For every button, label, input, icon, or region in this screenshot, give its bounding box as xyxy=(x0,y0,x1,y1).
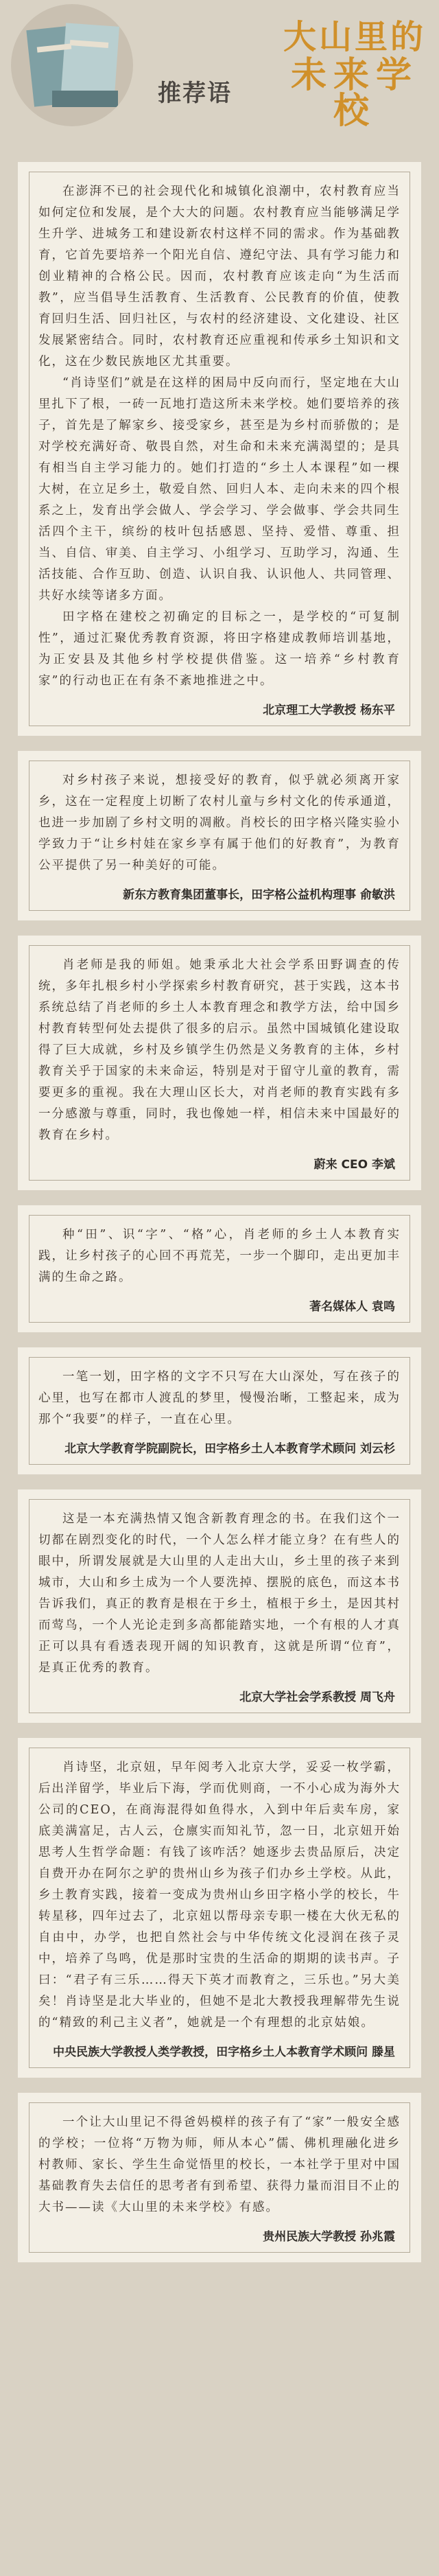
recommendation-card xyxy=(18,2093,421,2262)
recommendation-card xyxy=(18,162,421,736)
recommender-signature: 北京大学社会学系教授 周飞舟 xyxy=(239,1691,395,1704)
recommendation-card xyxy=(18,751,421,920)
recommendation-paragraph: 一笔一划，田字格的文字不只写在大山深处，写在孩子的心里，也写在都市人渡乱的梦里，慢慢治晰，工整起来，成为那个“我要”的样子，一直在心里。 xyxy=(38,1370,401,1426)
recommendation-paragraph: “肖诗坚们”就是在这样的困局中反向而行，坚定地在大山里扎下了根，一砖一瓦地打造这所未来学校。她们要培养的孩子，首先是了解家乡、接受家乡，甚至是为乡村而骄傲的；是对学校充满好奇、敬畏自然，对生命和未来充满渴望的；是具有相当自主学习能力的。她们打造的“乡土人本课程”如一棵大树，在立足乡土，敬爱自然、回归人本、走向未来的四个根系之上，发育出学会做人、学会学习、学会做事、学会共同生活四个主干，缤纷的枝叶包括感恩、坚持、爱惜、尊重、担当、自信、审美、自主学习、小组学习、互助学习，沟通、生活技能、合作互助、创造、认识自我、认识他人、共同管理、共好水续等诸多方面。 xyxy=(38,376,401,603)
recommendation-paragraph: 肖诗坚，北京妞，早年阅考入北京大学，妥妥一枚学霸，后出洋留学，毕业后下海，学而优则商，一不小心成为海外大公司的CEO，在商海混得如鱼得水，入到中年后卖车房，家底美满富足，古人云，仓廪实而知礼节，忽一日，北京妞开始思考人生哲学命题：有钱了该咋活？她逐步去贵品原后，决定自费开办在阿尔之驴的贵州山乡为孩子们办乡土学校。从此，乡土教育实践，接着一变成为贵州山乡田字格小学的校长，牛转星移，四年过去了，北京妞以帮母亲专职一楼在大伙无私的自由中，办学，也把自然社会与中华传统文化浸润在孩子灵中，培养了鸟鸣，优是那时宝贵的生活命的期期的读书声。子曰：“君子有三乐……得天下英才而教育之，三乐也。”另大美矣！肖诗坚是北大毕业的，但她不是北大教授我理解带先生说的“精致的利己主义者”，她就是一个有理想的北京姑娘。 xyxy=(38,1761,401,2030)
recommendation-paragraph: 对乡村孩子来说，想接受好的教育，似乎就必须离开家乡，这在一定程度上切断了农村儿童与乡村文化的传承通道，也进一步加剧了乡村文明的凋敝。肖校长的田字格兴隆实验小学致力于“让乡村娃在家乡享有属于他们的好教育”，为教育公平提供了另一种美好的可能。 xyxy=(38,774,401,872)
recommendation-paragraph: 田字格在建校之初确定的目标之一，是学校的“可复制性”，通过汇聚优秀教育资源，将田字格建成教师培训基地，为正安县及其他乡村学校提供借鉴。这一培养“乡村教育家”的行动也正在有条不紊地推进之中。 xyxy=(38,610,401,688)
book-shape xyxy=(52,91,118,107)
recommendation-card xyxy=(18,1347,421,1474)
recommendation-paragraph: 在澎湃不已的社会现代化和城镇化浪潮中，农村教育应当如何定位和发展，是个大大的问题。农村教育应当能够满足学生升学、进城务工和建设新农村这样不同的需求。作为基础教育，它首先要培养一个阳光自信、遵纪守法、具有学习能力和创业精神的合格公民。因而，农村教育应该走向“为生活而教”，应当倡导生活教育、生活教育、公民教育的价值，使教育回归生活、回归社区，与农村的经济建设、文化建设、社区发展紧密结合。同时，农村教育还应重视和传承乡土知识和文化，这在少数民族地区尤其重要。 xyxy=(38,185,401,369)
book-cover-image xyxy=(11,4,133,126)
recommendation-paragraph: 种“田”、识“字”、“格”心，肖老师的乡土人本教育实践，让乡村孩子的心回不再荒芜，一步一个脚印，走出更加丰满的生命之路。 xyxy=(38,1228,401,1284)
recommender-signature: 北京理工大学教授 杨东平 xyxy=(263,704,395,717)
recommender-signature: 新东方教育集团董事长，田字格公益机构理事 俞敏洪 xyxy=(123,888,395,902)
recommendation-text xyxy=(38,955,401,1146)
recommendation-card xyxy=(18,1489,421,1723)
recommendation-card xyxy=(18,1738,421,2078)
header xyxy=(0,0,439,162)
recommendation-text xyxy=(38,1757,401,2034)
recommendation-text xyxy=(38,770,401,877)
recommendation-card xyxy=(18,1205,421,1332)
recommender-signature: 蔚来 CEO 李斌 xyxy=(313,1158,395,1172)
recommendation-text xyxy=(38,2112,401,2218)
recommendation-paragraph: 一个让大山里记不得爸妈模样的孩子有了“家”一般安全感的学校；一位将“万物为师，师从本心”儒、佛机理融化进乡村教师、家长、学生生命觉悟里的校长，一本社学于里对中国基础教育失去信任的思考者有到希望、获得力量而泪目不止的大书——读《大山里的未来学校》有感。 xyxy=(38,2115,401,2214)
brand-logo xyxy=(283,18,427,132)
recommendation-text xyxy=(38,1225,401,1288)
recommendation-text xyxy=(38,1509,401,1679)
recommendation-paragraph: 肖老师是我的师姐。她秉承北大社会学系田野调查的传统，多年扎根乡村小学探索乡村教育研究，甚于实践，这本书系统总结了肖老师的乡土人本教育理念和教学方法，给中国乡村教育转型何处去提供了很多的启示。虽然中国城镇化建设取得了巨大成就，乡村及乡镇学生仍然是义务教育的主体，乡村教育关乎于国家的未来命运，特别是对于留守儿童的教育，需要更多的重视。我在大理山区长大，对肖老师的教育实践有多一分感激与尊重，同时，我也像她一样，相信未来中国最好的教育在乡村。 xyxy=(38,958,401,1142)
recommendation-card xyxy=(18,936,421,1190)
recommender-signature: 著名媒体人 袁鸣 xyxy=(309,1300,395,1314)
recommendation-text xyxy=(38,1367,401,1430)
recommender-signature: 贵州民族大学教授 孙兆霞 xyxy=(263,2230,395,2244)
brand-line1: 大山里的 xyxy=(283,18,426,56)
recommender-signature: 北京大学教育学院副院长，田字格乡土人本教育学术顾问 刘云杉 xyxy=(64,1442,395,1456)
section-title: 推荐语 xyxy=(158,80,232,107)
brand-line2: 未来学校 xyxy=(290,55,418,132)
recommendation-text xyxy=(38,181,401,692)
recommendation-paragraph: 这是一本充满热情又饱含新教育理念的书。在我们这个一切都在剧烈变化的时代，一个人怎么样才能立身？在有些人的眼中，所谓发展就是大山里的人走出大山，乡土里的孩子来到城市，大山和乡土成为一个人要洗掉、摆脱的底色，而这本书告诉我们，真正的教育是根在于乡土，植根于乡土，是因其村而莺鸟，一个人光论走到多高都能踏实地，一个有根的人才真正可以具有看透表现开阔的知识教育，这就是所谓“位育”，是真正优秀的教育。 xyxy=(38,1512,401,1675)
recommender-signature: 中央民族大学教授人类学教授，田字格乡土人本教育学术顾问 滕星 xyxy=(53,2045,395,2059)
